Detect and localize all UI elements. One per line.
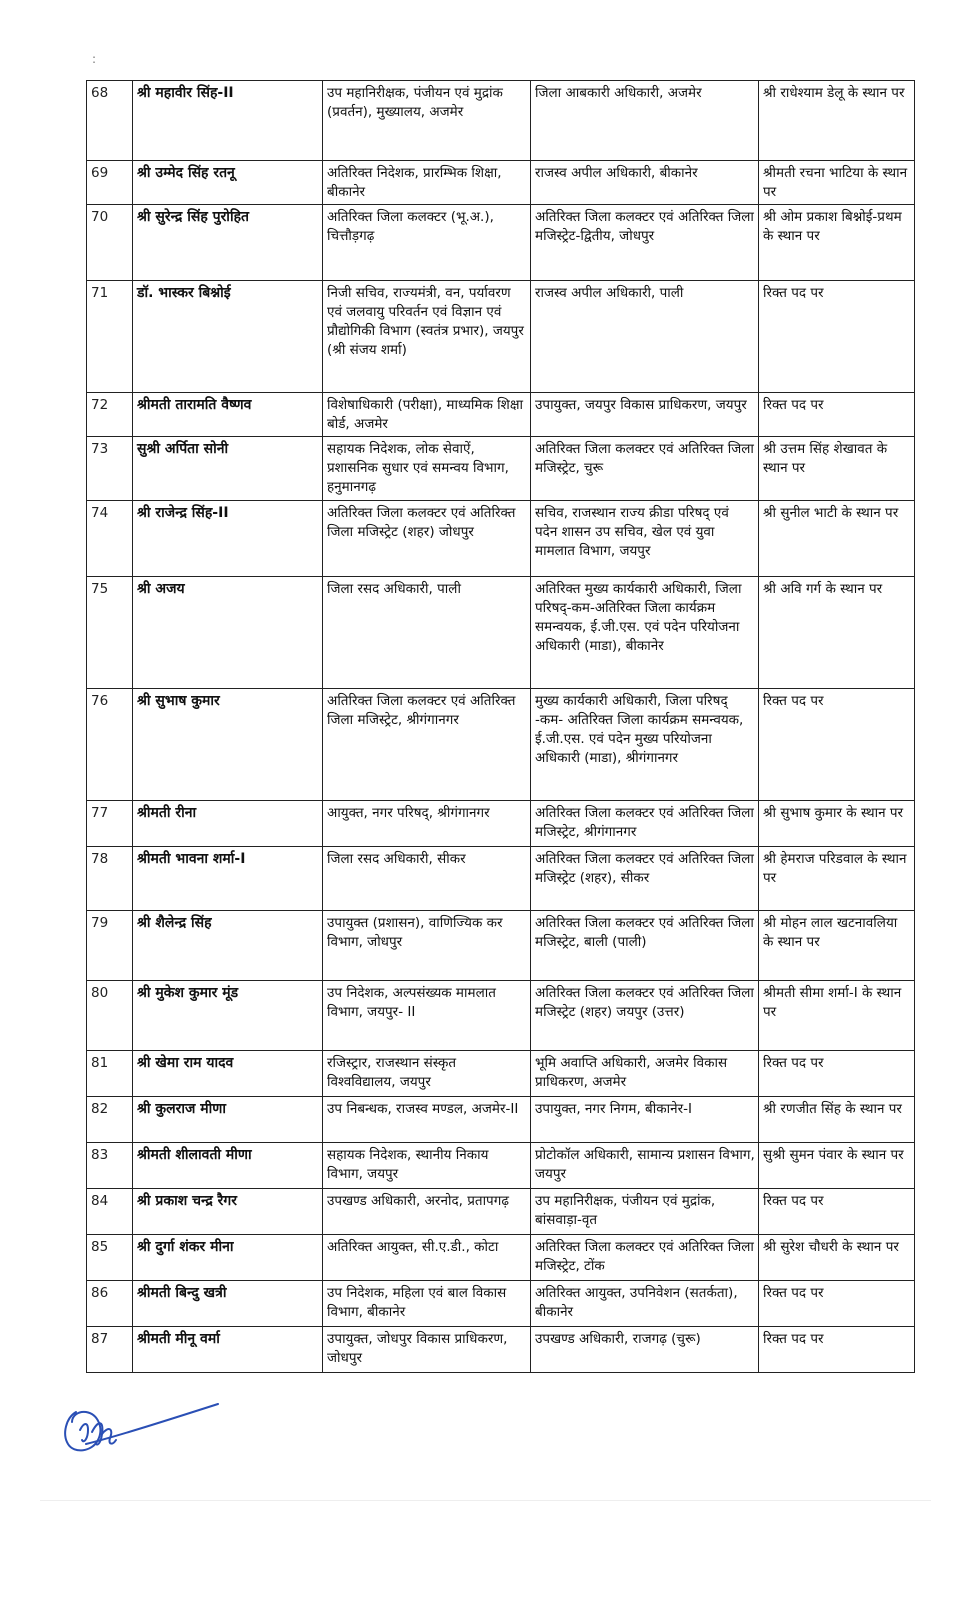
new-posting: अतिरिक्त जिला कलक्टर एवं अतिरिक्त जिला मजिस्ट्रेट, श्रीगंगानगर: [531, 801, 759, 847]
table-row: [87, 689, 915, 801]
serial-number: 73: [87, 437, 133, 501]
current-posting: उपखण्ड अधिकारी, अरनोद, प्रतापगढ़: [323, 1189, 531, 1235]
table-row: [87, 577, 915, 689]
vacancy-remark: श्री अवि गर्ग के स्थान पर: [759, 577, 915, 689]
current-posting: अतिरिक्त जिला कलक्टर एवं अतिरिक्त जिला मजिस्ट्रेट (शहर) जोधपुर: [323, 501, 531, 577]
serial-number: 70: [87, 205, 133, 281]
table-row: [87, 437, 915, 501]
serial-number: 79: [87, 911, 133, 981]
officer-name: श्रीमती बिन्दु खत्री: [133, 1281, 323, 1327]
current-posting: उपायुक्त, जोधपुर विकास प्राधिकरण, जोधपुर: [323, 1327, 531, 1373]
transfer-order-table: [86, 80, 915, 1373]
table-row: [87, 1327, 915, 1373]
current-posting: रजिस्ट्रार, राजस्थान संस्कृत विश्वविद्यालय, जयपुर: [323, 1051, 531, 1097]
vacancy-remark: श्री उत्तम सिंह शेखावत के स्थान पर: [759, 437, 915, 501]
page-corner-mark: :: [92, 52, 97, 66]
serial-number: 75: [87, 577, 133, 689]
new-posting: अतिरिक्त जिला कलक्टर एवं अतिरिक्त जिला मजिस्ट्रेट (शहर), सीकर: [531, 847, 759, 911]
table-row: [87, 281, 915, 393]
new-posting: उपायुक्त, जयपुर विकास प्राधिकरण, जयपुर: [531, 393, 759, 437]
new-posting: सचिव, राजस्थान राज्य क्रीडा परिषद् एवं पदेन शासन उप सचिव, खेल एवं युवा मामलात विभाग, जयपुर: [531, 501, 759, 577]
new-posting: अतिरिक्त मुख्य कार्यकारी अधिकारी, जिला परिषद्-कम-अतिरिक्त जिला कार्यक्रम समन्वयक, ई.जी.एस. एवं पदेन परियोजना अधिकारी (माडा), बीकानेर: [531, 577, 759, 689]
serial-number: 78: [87, 847, 133, 911]
current-posting: अतिरिक्त निदेशक, प्रारम्भिक शिक्षा, बीकानेर: [323, 161, 531, 205]
new-posting: अतिरिक्त जिला कलक्टर एवं अतिरिक्त जिला मजिस्ट्रेट, बाली (पाली): [531, 911, 759, 981]
serial-number: 84: [87, 1189, 133, 1235]
table-row: [87, 981, 915, 1051]
vacancy-remark: श्री सुरेश चौधरी के स्थान पर: [759, 1235, 915, 1281]
current-posting: सहायक निदेशक, स्थानीय निकाय विभाग, जयपुर: [323, 1143, 531, 1189]
current-posting: निजी सचिव, राज्यमंत्री, वन, पर्यावरण एवं जलवायु परिवर्तन एवं विज्ञान एवं प्रौद्योगिकी विभाग (स्वतंत्र प्रभार), जयपुर (श्री संजय शर्मा): [323, 281, 531, 393]
vacancy-remark: रिक्त पद पर: [759, 281, 915, 393]
officer-name: श्री खेमा राम यादव: [133, 1051, 323, 1097]
current-posting: उप निदेशक, अल्पसंख्यक मामलात विभाग, जयपुर- II: [323, 981, 531, 1051]
current-posting: अतिरिक्त आयुक्त, सी.ए.डी., कोटा: [323, 1235, 531, 1281]
new-posting: राजस्व अपील अधिकारी, बीकानेर: [531, 161, 759, 205]
table-row: [87, 81, 915, 161]
new-posting: मुख्य कार्यकारी अधिकारी, जिला परिषद् -कम- अतिरिक्त जिला कार्यक्रम समन्वयक, ई.जी.एस. एवं पदेन मुख्य परियोजना अधिकारी (माडा), श्रीगंगानगर: [531, 689, 759, 801]
officer-name: सुश्री अर्पिता सोनी: [133, 437, 323, 501]
serial-number: 71: [87, 281, 133, 393]
table-row: [87, 1235, 915, 1281]
officer-name: श्री शैलेन्द्र सिंह: [133, 911, 323, 981]
current-posting: जिला रसद अधिकारी, सीकर: [323, 847, 531, 911]
table-row: [87, 1051, 915, 1097]
current-posting: जिला रसद अधिकारी, पाली: [323, 577, 531, 689]
serial-number: 69: [87, 161, 133, 205]
officer-name: श्री प्रकाश चन्द्र रैगर: [133, 1189, 323, 1235]
new-posting: अतिरिक्त आयुक्त, उपनिवेशन (सतर्कता), बीकानेर: [531, 1281, 759, 1327]
vacancy-remark: रिक्त पद पर: [759, 1281, 915, 1327]
signature-icon: [58, 1400, 228, 1460]
serial-number: 85: [87, 1235, 133, 1281]
officer-name: श्री सुभाष कुमार: [133, 689, 323, 801]
vacancy-remark: श्री ओम प्रकाश बिश्नोई-प्रथम के स्थान पर: [759, 205, 915, 281]
new-posting: प्रोटोकॉल अधिकारी, सामान्य प्रशासन विभाग, जयपुर: [531, 1143, 759, 1189]
new-posting: उप महानिरीक्षक, पंजीयन एवं मुद्रांक, बांसवाड़ा-वृत: [531, 1189, 759, 1235]
table-row: [87, 911, 915, 981]
vacancy-remark: श्रीमती सीमा शर्मा-I के स्थान पर: [759, 981, 915, 1051]
serial-number: 77: [87, 801, 133, 847]
vacancy-remark: श्री मोहन लाल खटनावलिया के स्थान पर: [759, 911, 915, 981]
vacancy-remark: रिक्त पद पर: [759, 689, 915, 801]
new-posting: जिला आबकारी अधिकारी, अजमेर: [531, 81, 759, 161]
table-row: [87, 393, 915, 437]
current-posting: उप निबन्धक, राजस्व मण्डल, अजमेर-II: [323, 1097, 531, 1143]
table-row: [87, 801, 915, 847]
current-posting: विशेषाधिकारी (परीक्षा), माध्यमिक शिक्षा बोर्ड, अजमेर: [323, 393, 531, 437]
current-posting: अतिरिक्त जिला कलक्टर (भू.अ.), चित्तौड़गढ़: [323, 205, 531, 281]
serial-number: 68: [87, 81, 133, 161]
vacancy-remark: श्री सुनील भाटी के स्थान पर: [759, 501, 915, 577]
vacancy-remark: रिक्त पद पर: [759, 1327, 915, 1373]
new-posting: अतिरिक्त जिला कलक्टर एवं अतिरिक्त जिला मजिस्ट्रेट, चुरू: [531, 437, 759, 501]
officer-name: श्री मुकेश कुमार मूंड: [133, 981, 323, 1051]
page-bottom-rule: [40, 1500, 931, 1501]
new-posting: राजस्व अपील अधिकारी, पाली: [531, 281, 759, 393]
vacancy-remark: सुश्री सुमन पंवार के स्थान पर: [759, 1143, 915, 1189]
serial-number: 76: [87, 689, 133, 801]
current-posting: उप महानिरीक्षक, पंजीयन एवं मुद्रांक (प्रवर्तन), मुख्यालय, अजमेर: [323, 81, 531, 161]
new-posting: अतिरिक्त जिला कलक्टर एवं अतिरिक्त जिला मजिस्ट्रेट, टोंक: [531, 1235, 759, 1281]
table-row: [87, 205, 915, 281]
new-posting: अतिरिक्त जिला कलक्टर एवं अतिरिक्त जिला मजिस्ट्रेट-द्वितीय, जोधपुर: [531, 205, 759, 281]
officer-name: श्रीमती शीलावती मीणा: [133, 1143, 323, 1189]
officer-name: श्री दुर्गा शंकर मीना: [133, 1235, 323, 1281]
table-row: [87, 501, 915, 577]
officer-name: डॉ. भास्कर बिश्नोई: [133, 281, 323, 393]
current-posting: उपायुक्त (प्रशासन), वाणिज्यिक कर विभाग, जोधपुर: [323, 911, 531, 981]
vacancy-remark: श्री राधेश्याम डेलू के स्थान पर: [759, 81, 915, 161]
officer-name: श्रीमती रीना: [133, 801, 323, 847]
serial-number: 87: [87, 1327, 133, 1373]
vacancy-remark: रिक्त पद पर: [759, 1189, 915, 1235]
table-row: [87, 1097, 915, 1143]
table-row: [87, 1281, 915, 1327]
officer-name: श्री सुरेन्द्र सिंह पुरोहित: [133, 205, 323, 281]
officer-name: श्रीमती मीनू वर्मा: [133, 1327, 323, 1373]
serial-number: 83: [87, 1143, 133, 1189]
officer-name: श्री कुलराज मीणा: [133, 1097, 323, 1143]
current-posting: आयुक्त, नगर परिषद्, श्रीगंगानगर: [323, 801, 531, 847]
officer-name: श्रीमती तारामति वैष्णव: [133, 393, 323, 437]
officer-name: श्री उम्मेद सिंह रतनू: [133, 161, 323, 205]
new-posting: अतिरिक्त जिला कलक्टर एवं अतिरिक्त जिला मजिस्ट्रेट (शहर) जयपुर (उत्तर): [531, 981, 759, 1051]
officer-name: श्री महावीर सिंह-II: [133, 81, 323, 161]
table-row: [87, 847, 915, 911]
vacancy-remark: श्री सुभाष कुमार के स्थान पर: [759, 801, 915, 847]
current-posting: सहायक निदेशक, लोक सेवाऐं, प्रशासनिक सुधार एवं समन्वय विभाग, हनुमानगढ़: [323, 437, 531, 501]
table-row: [87, 1143, 915, 1189]
vacancy-remark: श्रीमती रचना भाटिया के स्थान पर: [759, 161, 915, 205]
vacancy-remark: रिक्त पद पर: [759, 393, 915, 437]
serial-number: 80: [87, 981, 133, 1051]
officer-name: श्रीमती भावना शर्मा-I: [133, 847, 323, 911]
new-posting: भूमि अवाप्ति अधिकारी, अजमेर विकास प्राधिकरण, अजमेर: [531, 1051, 759, 1097]
serial-number: 86: [87, 1281, 133, 1327]
vacancy-remark: श्री हेमराज परिडवाल के स्थान पर: [759, 847, 915, 911]
new-posting: उपखण्ड अधिकारी, राजगढ़ (चुरू): [531, 1327, 759, 1373]
serial-number: 81: [87, 1051, 133, 1097]
serial-number: 72: [87, 393, 133, 437]
officer-name: श्री अजय: [133, 577, 323, 689]
table-row: [87, 161, 915, 205]
serial-number: 82: [87, 1097, 133, 1143]
table-row: [87, 1189, 915, 1235]
vacancy-remark: श्री रणजीत सिंह के स्थान पर: [759, 1097, 915, 1143]
current-posting: अतिरिक्त जिला कलक्टर एवं अतिरिक्त जिला मजिस्ट्रेट, श्रीगंगानगर: [323, 689, 531, 801]
current-posting: उप निदेशक, महिला एवं बाल विकास विभाग, बीकानेर: [323, 1281, 531, 1327]
new-posting: उपायुक्त, नगर निगम, बीकानेर-I: [531, 1097, 759, 1143]
vacancy-remark: रिक्त पद पर: [759, 1051, 915, 1097]
serial-number: 74: [87, 501, 133, 577]
officer-name: श्री राजेन्द्र सिंह-II: [133, 501, 323, 577]
handwritten-signature: [58, 1400, 228, 1464]
